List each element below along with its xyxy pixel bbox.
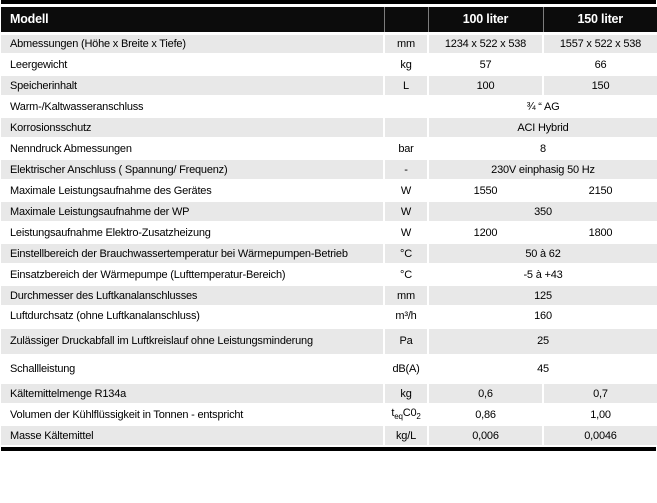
top-border-bar [1,0,656,4]
row-label: Einsatzbereich der Wärmepumpe (Lufttemperatur-Bereich) [1,264,384,285]
row-value-both: 230V einphasig 50 Hz [428,159,657,180]
header-row [1,7,657,33]
row-value-150l: 66 [543,54,657,75]
row-value-both: ¾ “ AG [428,96,657,117]
header-150-liter: 150 liter [543,7,657,33]
spec-row-luftdurchsatz [1,306,657,327]
row-value-100l: 100 [428,75,543,96]
row-label: Maximale Leistungsaufnahme der WP [1,201,384,222]
spec-row-schallleistung [1,355,657,383]
row-value-100l: 57 [428,54,543,75]
unit-subscript-2: 2 [416,412,421,422]
row-value-both: ACI Hybrid [428,117,657,138]
row-label: Nenndruck Abmessungen [1,138,384,159]
row-label: Leistungsaufnahme Elektro-Zusatzheizung [1,222,384,243]
row-unit: mm [384,33,428,54]
row-value-both: 25 [428,327,657,355]
row-unit: L [384,75,428,96]
row-unit: W [384,201,428,222]
unit-subscript-eq: eq [394,412,403,422]
spec-row-max-leistung-geraet [1,180,657,201]
row-unit: mm [384,285,428,306]
row-value-100l: 0,6 [428,383,543,404]
row-unit: bar [384,138,428,159]
spec-table [1,7,657,447]
row-label: Luftdurchsatz (ohne Luftkanalanschluss) [1,306,384,327]
spec-row-speicherinhalt [1,75,657,96]
row-label: Abmessungen (Höhe x Breite x Tiefe) [1,33,384,54]
row-value-150l: 0,0046 [543,425,657,446]
row-label: Volumen der Kühlflüssigkeit in Tonnen - entspricht [1,404,384,425]
row-label: Zulässiger Druckabfall im Luftkreislauf ohne Leistungsminderung [1,327,384,355]
row-unit: kg [384,383,428,404]
row-value-both: 8 [428,138,657,159]
row-label: Maximale Leistungsaufnahme des Gerätes [1,180,384,201]
spec-row-druckabfall [1,327,657,355]
bottom-border-bar [1,447,656,451]
row-value-150l: 150 [543,75,657,96]
row-unit: - [384,159,428,180]
header-unit [384,7,428,33]
row-value-both: 50 à 62 [428,243,657,264]
row-label: Warm-/Kaltwasseranschluss [1,96,384,117]
row-value-both: 125 [428,285,657,306]
table-body [1,33,657,446]
header-model: Modell [1,7,384,33]
unit-base: t [391,407,395,420]
spec-row-einstellbereich [1,243,657,264]
spec-row-einsatzbereich [1,264,657,285]
spec-row-leergewicht [1,54,657,75]
row-value-both: 350 [428,201,657,222]
row-label: Elektrischer Anschluss ( Spannung/ Frequenz) [1,159,384,180]
spec-row-volumen-kuehlfluessigkeit [1,404,657,425]
row-value-150l: 1,00 [543,404,657,425]
unit-mid: C0 [402,407,417,420]
row-unit: W [384,180,428,201]
row-label: Durchmesser des Luftkanalanschlusses [1,285,384,306]
table-header [1,7,657,33]
row-value-100l: 1234 x 522 x 538 [428,33,543,54]
row-unit: kg [384,54,428,75]
row-unit: °C [384,264,428,285]
row-label: Speicherinhalt [1,75,384,96]
spec-row-durchmesser-luftkanal [1,285,657,306]
row-value-both: -5 à +43 [428,264,657,285]
spec-row-elektrischer-anschluss [1,159,657,180]
row-value-150l: 1557 x 522 x 538 [543,33,657,54]
row-unit [384,117,428,138]
spec-row-masse-kaeltemittel [1,425,657,446]
row-unit: W [384,222,428,243]
spec-row-leistung-zusatzheizung [1,222,657,243]
row-label: Masse Kältemittel [1,425,384,446]
row-unit: Pa [384,327,428,355]
row-value-100l: 0,86 [428,404,543,425]
row-unit: m³/h [384,306,428,327]
row-value-both: 160 [428,306,657,327]
row-value-100l: 1550 [428,180,543,201]
row-unit: dB(A) [384,355,428,383]
row-value-150l: 0,7 [543,383,657,404]
spec-row-wasseranschluss [1,96,657,117]
spec-row-korrosionsschutz [1,117,657,138]
row-label: Korrosionsschutz [1,117,384,138]
row-value-both: 45 [428,355,657,383]
row-unit [384,96,428,117]
row-unit: kg/L [384,425,428,446]
spec-row-max-leistung-wp [1,201,657,222]
row-unit-teqco2 [384,404,428,425]
row-label: Schallleistung [1,355,384,383]
spec-row-nenndruck [1,138,657,159]
row-value-150l: 1800 [543,222,657,243]
row-label: Leergewicht [1,54,384,75]
row-label: Kältemittelmenge R134a [1,383,384,404]
row-value-100l: 1200 [428,222,543,243]
row-value-150l: 2150 [543,180,657,201]
spec-row-abmessungen [1,33,657,54]
header-100-liter: 100 liter [428,7,543,33]
spec-row-kaeltemittelmenge [1,383,657,404]
row-unit: °C [384,243,428,264]
row-label: Einstellbereich der Brauchwassertemperatur bei Wärmepumpen-Betrieb [1,243,384,264]
row-value-100l: 0,006 [428,425,543,446]
